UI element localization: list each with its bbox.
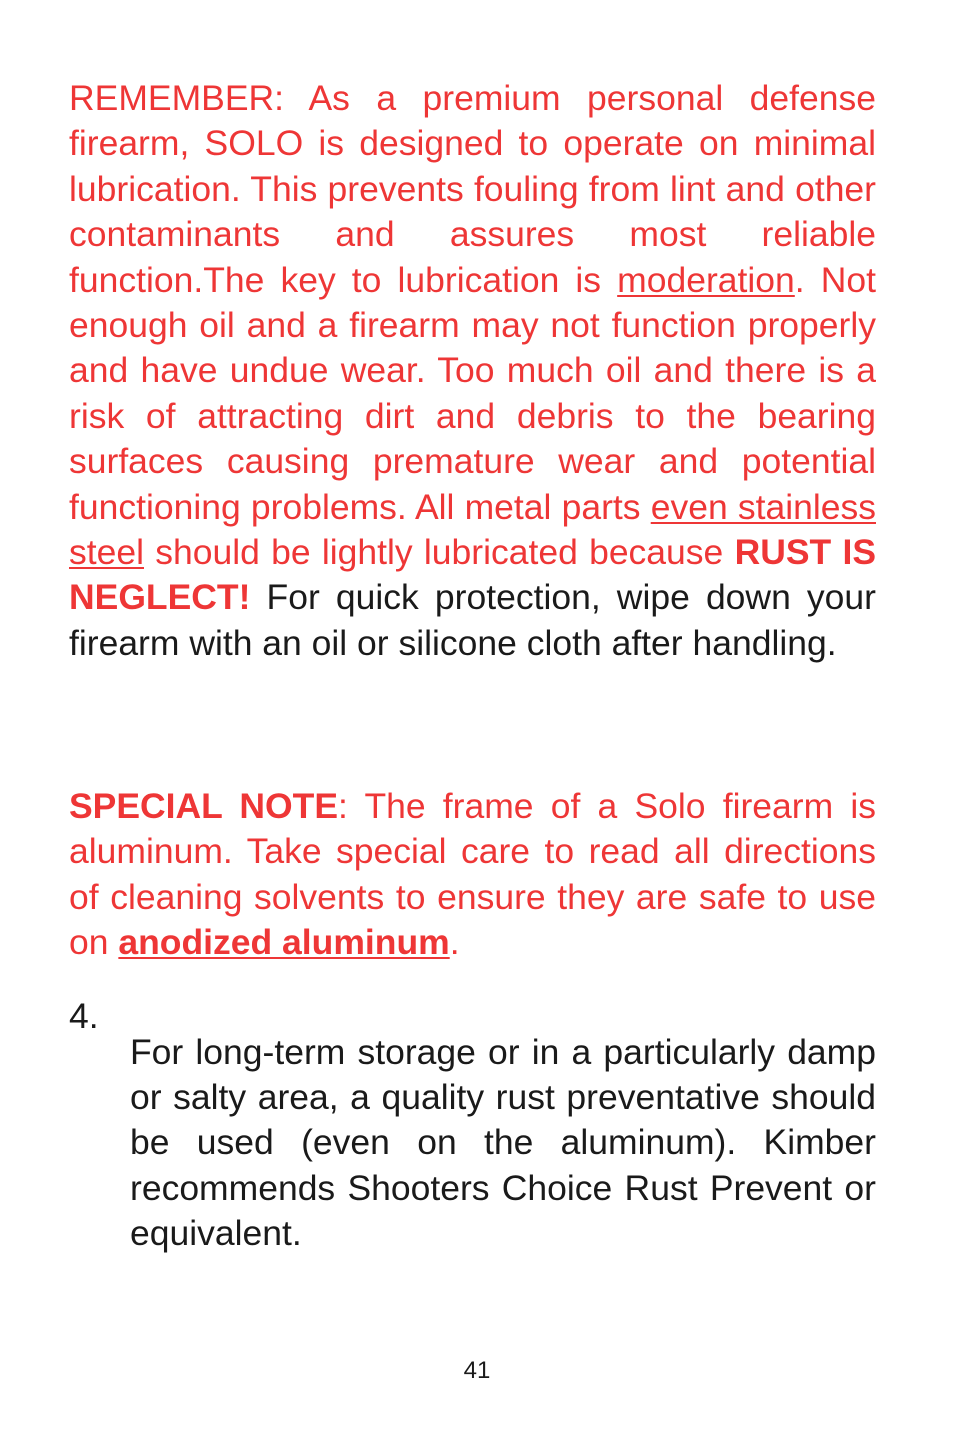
page-number: 41 [463,1357,491,1384]
rust-is-neglect-warning: RUST IS NEGLECT! [69,532,876,618]
remember-mid-text: . Not enough oil and a firearm may not function properly and have undue wear. Too much oil and there is a risk of attracting dirt and debris to the bearing surfaces causing premature wear and potential functioning problems. All metal parts [69,259,876,527]
special-note-text: : The frame of a Solo firearm is aluminum. Take special care to read all directions of cleaning solvents to ensure they are safe to use on [69,786,876,963]
list-item-text: For long-term storage or in a particularly damp or salty area, a quality rust preventative should be used (even on the aluminum). Kimber recommends Shooters Choice Rust Prevent or equivalent. [130,1031,876,1254]
remember-paragraph [69,76,876,666]
remember-tail-text: For quick protection, wipe down your firearm with an oil or silicone cloth after handling. [69,577,876,663]
list-item-number: 4. [69,996,99,1036]
anodized-aluminum-emphasis: anodized aluminum [118,922,450,963]
special-note-end: . [449,922,460,963]
remember-mid2-text: should be lightly lubricated because [144,532,735,573]
stainless-steel-emphasis: even stainless steel [69,486,876,573]
moderation-emphasis: moderation [617,259,795,300]
list-item-4 [69,994,876,1292]
special-note-paragraph [69,784,876,966]
remember-lead-text: REMEMBER: As a premium personal defense firearm, SOLO is designed to operate on minimal lubrication. This prevents fouling from lint and other contaminants and assures most reliable function.The key to lubrication is [69,78,876,300]
special-note-label: SPECIAL NOTE [69,786,339,826]
